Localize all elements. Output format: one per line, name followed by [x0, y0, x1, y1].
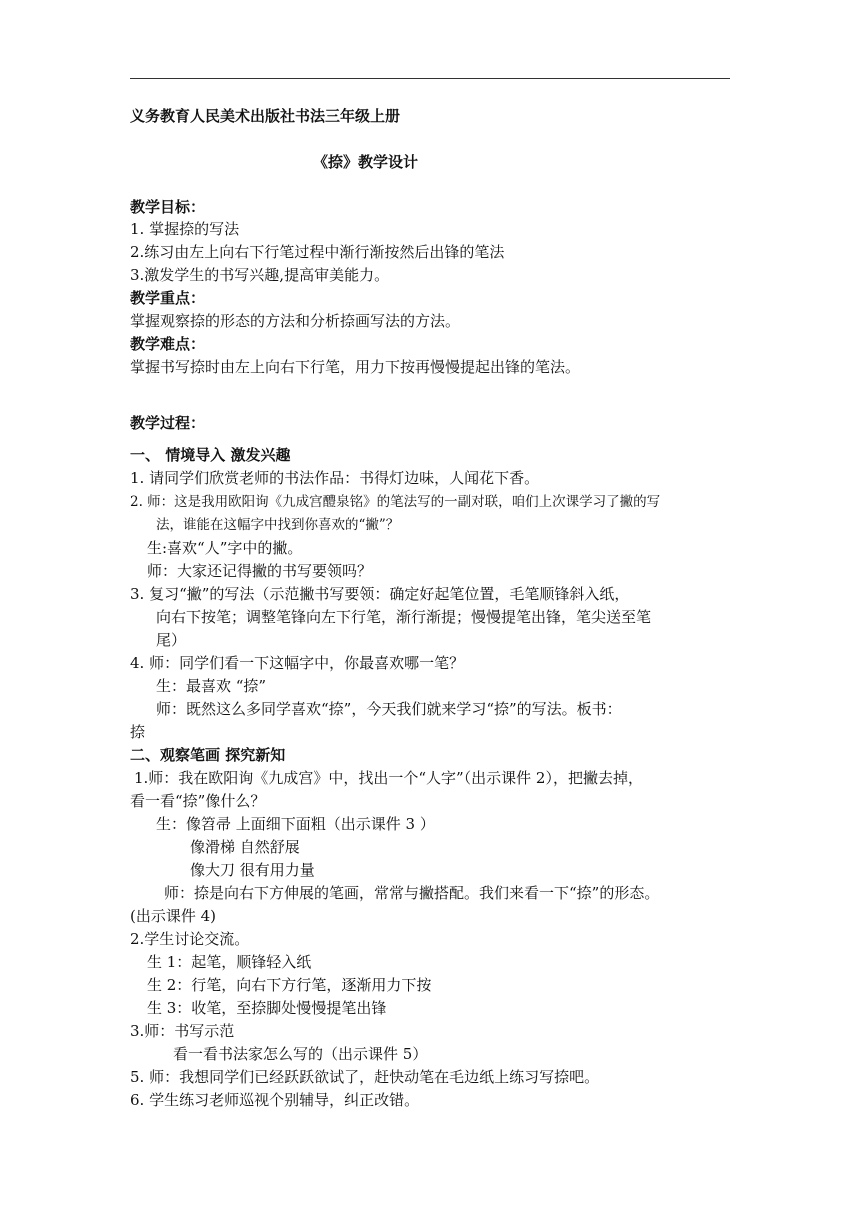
section2-line: 5. 师：我想同学们已经跃跃欲试了，赶快动笔在毛边纸上练习写捺吧。 [130, 1068, 600, 1086]
section2-line: 生 3：收笔，至捺脚处慢慢提笔出锋 [147, 999, 387, 1017]
section1-line: 2. 师：这是我用欧阳询《九成宫醴泉铭》的笔法写的一副对联，咱们上次课学习了撇的写 [130, 494, 661, 510]
key-point-heading: 教学重点： [130, 289, 206, 307]
section1-line: 1. 请同学们欣赏老师的书法作品：书得灯边味，人闻花下香。 [130, 469, 540, 487]
section2-line: 师：捺是向右下方伸展的笔画，常常与撇搭配。我们来看一下“捺”的形态。 [164, 884, 660, 902]
difficulty-text: 掌握书写捺时由左上向右下行笔，用力下按再慢慢提起出锋的笔法。 [130, 358, 581, 376]
page-title: 《捺》教学设计 [313, 153, 419, 171]
section1-line: 生：最喜欢 “捺” [156, 677, 267, 695]
section2-line: 生 2：行笔，向右下方行笔，逐渐用力下按 [147, 976, 432, 994]
section2-line: 6. 学生练习老师巡视个别辅导，纠正改错。 [130, 1091, 420, 1109]
goals-heading: 教学目标： [130, 198, 206, 216]
section2-line: 看一看书法家怎么写的（出示课件 5） [173, 1045, 428, 1063]
section1-line: 3. 复习“撇”的写法（示范撇书写要领：确定好起笔位置，毛笔顺锋斜入纸， [130, 585, 630, 603]
section2-line: (出示课件 4) [130, 907, 217, 925]
section1-line: 捺 [130, 723, 146, 741]
difficulty-heading: 教学难点： [130, 335, 206, 353]
section1-line: 法，谁能在这幅字中找到你喜欢的“撇”？ [156, 517, 400, 533]
section1-line: 4. 师：同学们看一下这幅字中，你最喜欢哪一笔？ [130, 654, 465, 672]
section1-line: 向右下按笔；调整笔锋向左下行笔，渐行渐提；慢慢提笔出锋，笔尖送至笔 [156, 608, 652, 626]
section2-line: 生 1：起笔，顺锋轻入纸 [147, 953, 312, 971]
section2-line: 看一看“捺”像什么？ [130, 792, 266, 810]
key-point-text: 掌握观察捺的形态的方法和分析捺画写法的方法。 [130, 312, 461, 330]
section2-line: 生：像笤帚 上面细下面粗（出示课件 3 ） [156, 815, 435, 833]
process-heading: 教学过程： [130, 414, 206, 432]
section1-line: 师：既然这么多同学喜欢“捺”，今天我们就来学习“捺”的写法。板书： [156, 700, 622, 718]
section1-line: 生:喜欢“人”字中的撇。 [147, 539, 303, 557]
section1-line: 尾） [156, 631, 187, 649]
goal-item: 2.练习由左上向右下行笔过程中渐行渐按然后出锋的笔法 [130, 243, 505, 261]
section2-line: 2.学生讨论交流。 [130, 930, 250, 948]
section2-line: 3.师：书写示范 [130, 1022, 235, 1040]
section1-heading: 一、 情境导入 激发兴趣 [130, 446, 291, 464]
section1-line: 师：大家还记得撇的书写要领吗？ [147, 562, 373, 580]
book-title: 义务教育人民美术出版社书法三年级上册 [130, 107, 401, 125]
section2-line: 1.师：我在欧阳询《九成宫》中，找出一个“人字”（出示课件 2），把撇去掉， [134, 769, 643, 787]
goal-item: 1. 掌握捺的写法 [130, 220, 240, 238]
goal-item: 3.激发学生的书写兴趣,提高审美能力。 [130, 266, 390, 284]
section2-line: 像大刀 很有用力量 [190, 861, 315, 879]
section2-line: 像滑梯 自然舒展 [190, 838, 300, 856]
section2-heading: 二、观察笔画 探究新知 [130, 746, 286, 764]
header-rule [130, 78, 730, 79]
